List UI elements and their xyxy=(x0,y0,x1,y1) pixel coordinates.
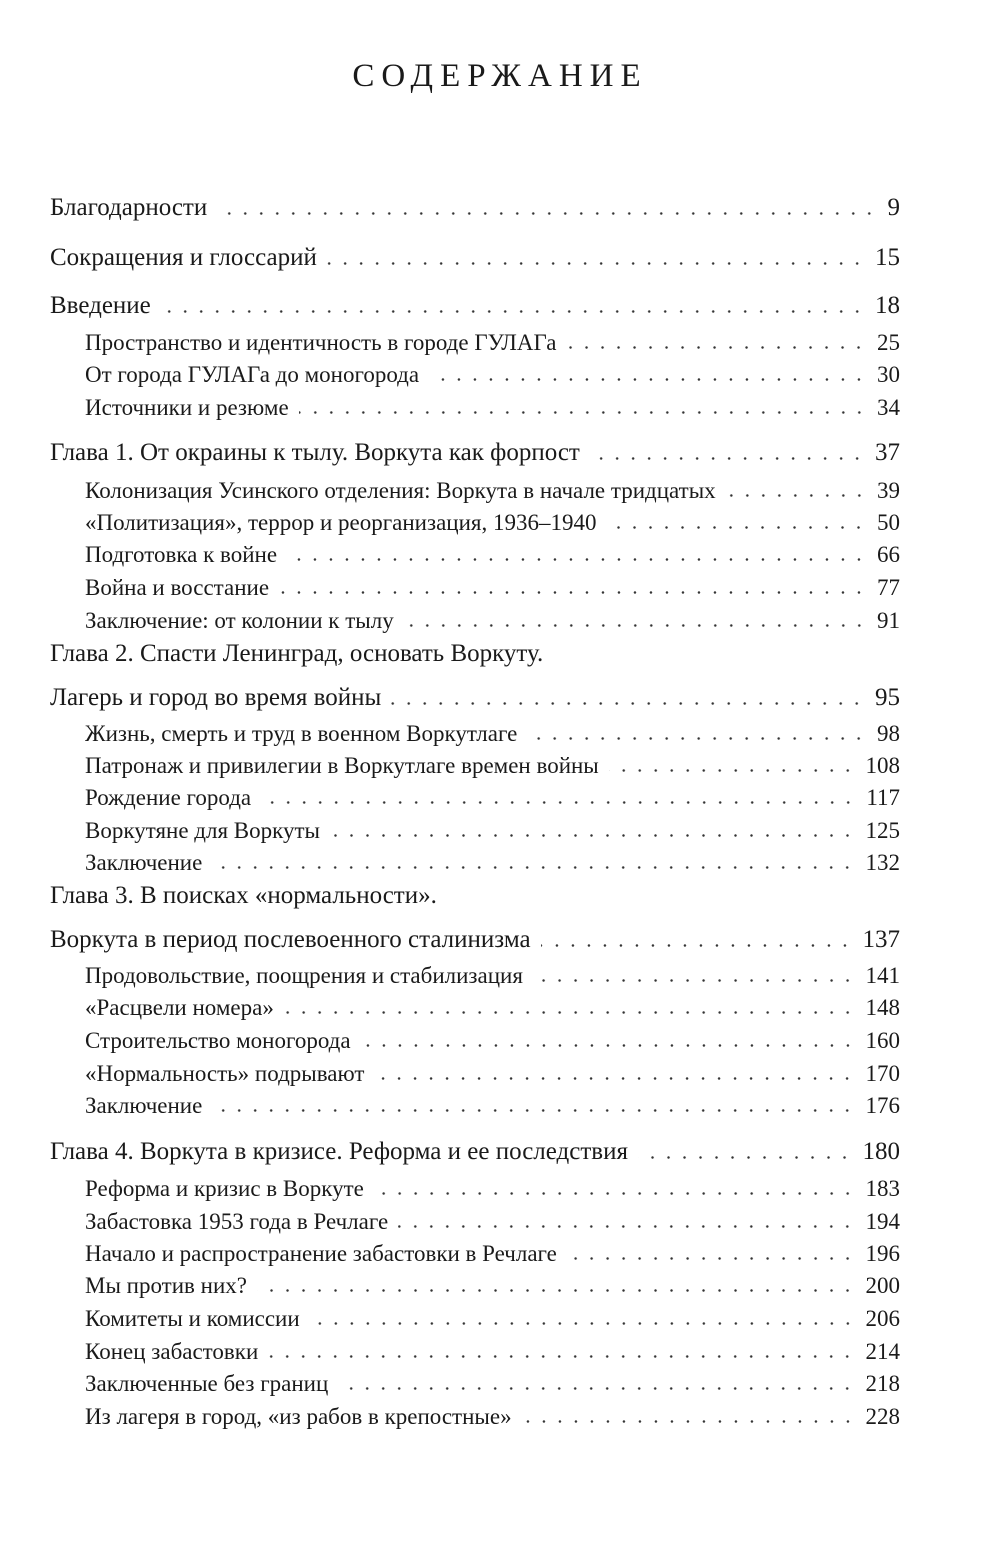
dot-leader xyxy=(284,1011,856,1014)
toc-chapter-entry[interactable] xyxy=(0,236,1000,272)
toc-chapter-entry[interactable] xyxy=(0,918,1000,954)
entry-title: Строительство моногорода xyxy=(85,1028,351,1053)
page-number: 37 xyxy=(875,439,900,466)
page-number: 214 xyxy=(865,1339,900,1364)
dot-leader xyxy=(161,310,865,313)
page-number: 98 xyxy=(877,721,900,746)
page-number: 9 xyxy=(887,194,900,221)
toc-section-entry[interactable] xyxy=(0,1199,1000,1235)
page-number: 18 xyxy=(875,292,900,319)
toc-section-entry[interactable] xyxy=(0,1329,1000,1365)
entry-title: Конец забастовки xyxy=(85,1339,259,1364)
dot-leader xyxy=(527,737,867,740)
entry-title: Воркута в период послевоенного сталинизма xyxy=(50,926,531,953)
page-number: 50 xyxy=(877,510,900,535)
page-number: 160 xyxy=(865,1028,900,1053)
page-number: 206 xyxy=(865,1306,900,1331)
dot-leader xyxy=(391,702,865,705)
dot-leader xyxy=(279,591,867,594)
entry-title: Колонизация Усинского отделения: Воркута в начале тридцатых xyxy=(85,478,716,503)
toc-section-entry[interactable] xyxy=(0,565,1000,601)
toc-section-entry[interactable] xyxy=(0,385,1000,421)
dot-leader xyxy=(374,1077,855,1080)
dot-leader xyxy=(338,1387,855,1390)
chapter-heading-line: Глава 3. В поисках «нормальности». xyxy=(50,882,437,909)
chapter-heading-line: Глава 2. Спасти Ленинград, основать Воркуту. xyxy=(50,640,544,667)
dot-leader xyxy=(217,212,877,215)
page-number: 15 xyxy=(875,244,900,271)
toc-section-entry[interactable] xyxy=(0,1394,1000,1430)
entry-title: Заключение xyxy=(85,850,203,875)
page-number: 30 xyxy=(877,362,900,387)
toc-section-entry[interactable] xyxy=(0,1361,1000,1397)
dot-leader xyxy=(257,1289,856,1292)
entry-title: «Расцвели номера» xyxy=(85,995,274,1020)
dot-leader xyxy=(212,1109,855,1112)
entry-title: «Политизация», террор и реорганизация, 1936–1940 xyxy=(85,510,597,535)
entry-title: Мы против них? xyxy=(85,1273,247,1298)
dot-leader xyxy=(606,526,867,529)
entry-title: Благодарности xyxy=(50,194,208,221)
entry-title: Рождение города xyxy=(85,785,252,810)
entry-title: Лагерь и город во время войны xyxy=(50,684,382,711)
dot-leader xyxy=(522,1420,856,1423)
page-title: СОДЕРЖАНИЕ xyxy=(352,58,648,94)
page-number: 117 xyxy=(866,785,900,810)
toc-chapter-entry[interactable] xyxy=(0,284,1000,320)
page-number: 170 xyxy=(865,1061,900,1086)
page-number: 137 xyxy=(862,926,900,953)
page-number: 196 xyxy=(865,1241,900,1266)
page-number: 39 xyxy=(877,478,900,503)
toc-section-entry[interactable] xyxy=(0,775,1000,811)
dot-leader xyxy=(310,1322,856,1325)
dot-leader xyxy=(533,979,856,982)
entry-title: Заключенные без границ xyxy=(85,1371,329,1396)
dot-leader xyxy=(268,1355,855,1358)
toc-section-entry[interactable] xyxy=(0,1166,1000,1202)
dot-leader xyxy=(638,1156,853,1159)
dot-leader xyxy=(361,1044,856,1047)
dot-leader xyxy=(374,1192,856,1195)
entry-title: Патронаж и привилегии в Воркутлаге времен войны xyxy=(85,753,599,778)
dot-leader xyxy=(566,346,867,349)
page-number: 77 xyxy=(877,575,900,600)
entry-title: Глава 1. От окраины к тылу. Воркута как форпост xyxy=(50,439,580,466)
dot-leader xyxy=(299,411,867,414)
page-number: 108 xyxy=(865,753,900,778)
toc-section-entry[interactable] xyxy=(0,953,1000,989)
entry-title: Сокращения и глоссарий xyxy=(50,244,317,271)
dot-leader xyxy=(398,1225,855,1228)
entry-title: Комитеты и комиссии xyxy=(85,1306,300,1331)
dot-leader xyxy=(590,457,865,460)
entry-title: Воркутяне для Воркуты xyxy=(85,818,320,843)
page-number: 25 xyxy=(877,330,900,355)
entry-title: Жизнь, смерть и труд в военном Воркутлаге xyxy=(85,721,518,746)
toc-chapter-entry[interactable] xyxy=(0,431,1000,467)
entry-title: Реформа и кризис в Воркуте xyxy=(85,1176,364,1201)
entry-title: Продовольствие, поощрения и стабилизация xyxy=(85,963,523,988)
page-number: 180 xyxy=(862,1138,900,1165)
page-number: 91 xyxy=(877,608,900,633)
toc-section-entry[interactable] xyxy=(0,1296,1000,1332)
page-number: 183 xyxy=(865,1176,900,1201)
entry-title: «Нормальность» подрывают xyxy=(85,1061,365,1086)
page-number: 125 xyxy=(865,818,900,843)
page-number: 95 xyxy=(875,684,900,711)
entry-title: Война и восстание xyxy=(85,575,270,600)
entry-title: Из лагеря в город, «из рабов в крепостные» xyxy=(85,1404,512,1429)
entry-title: Источники и резюме xyxy=(85,395,289,420)
toc-section-entry[interactable] xyxy=(0,1231,1000,1267)
entry-title: Введение xyxy=(50,292,151,319)
entry-title: Заключение: от колонии к тылу xyxy=(85,608,394,633)
entry-title: От города ГУЛАГа до моногорода xyxy=(85,362,420,387)
toc-section-entry[interactable] xyxy=(0,320,1000,356)
toc-chapter-entry[interactable] xyxy=(0,186,1000,222)
toc-section-entry[interactable] xyxy=(0,1083,1000,1119)
page-number: 228 xyxy=(865,1404,900,1429)
toc-section-entry[interactable] xyxy=(0,711,1000,747)
toc-section-entry[interactable] xyxy=(0,840,1000,876)
page-number: 148 xyxy=(865,995,900,1020)
toc-section-entry[interactable] xyxy=(0,1263,1000,1299)
entry-title: Начало и распространение забастовки в Речлаге xyxy=(85,1241,557,1266)
toc-section-entry[interactable] xyxy=(0,500,1000,536)
entry-title: Подготовка к войне xyxy=(85,542,278,567)
dot-leader xyxy=(429,378,867,381)
dot-leader xyxy=(404,624,867,627)
dot-leader xyxy=(261,801,856,804)
toc-section-entry[interactable] xyxy=(0,743,1000,779)
entry-title: Заключение xyxy=(85,1093,203,1118)
toc-section-entry[interactable] xyxy=(0,985,1000,1021)
dot-leader xyxy=(726,494,867,497)
page-number: 194 xyxy=(865,1209,900,1234)
page-number: 34 xyxy=(877,395,900,420)
page-number: 218 xyxy=(865,1371,900,1396)
toc-section-entry[interactable] xyxy=(0,808,1000,844)
dot-leader xyxy=(609,769,856,772)
toc-chapter-entry[interactable] xyxy=(0,1130,1000,1166)
toc-section-entry[interactable] xyxy=(0,598,1000,634)
toc-section-entry[interactable] xyxy=(0,1051,1000,1087)
dot-leader xyxy=(330,834,856,837)
dot-leader xyxy=(327,262,865,265)
dot-leader xyxy=(567,1257,856,1260)
page-number: 141 xyxy=(865,963,900,988)
entry-title: Пространство и идентичность в городе ГУЛАГа xyxy=(85,330,557,355)
toc-section-entry[interactable] xyxy=(0,1018,1000,1054)
page-number: 200 xyxy=(865,1273,900,1298)
dot-leader xyxy=(287,558,867,561)
toc-section-entry[interactable] xyxy=(0,352,1000,388)
entry-title: Глава 4. Воркута в кризисе. Реформа и ее последствия xyxy=(50,1138,628,1165)
dot-leader xyxy=(541,944,853,947)
entry-title: Забастовка 1953 года в Речлаге xyxy=(85,1209,389,1234)
page-number: 132 xyxy=(865,850,900,875)
toc-chapter-entry[interactable] xyxy=(0,676,1000,712)
toc-section-entry[interactable] xyxy=(0,532,1000,568)
toc-section-entry[interactable] xyxy=(0,468,1000,504)
page-number: 176 xyxy=(865,1093,900,1118)
dot-leader xyxy=(212,866,855,869)
page-number: 66 xyxy=(877,542,900,567)
